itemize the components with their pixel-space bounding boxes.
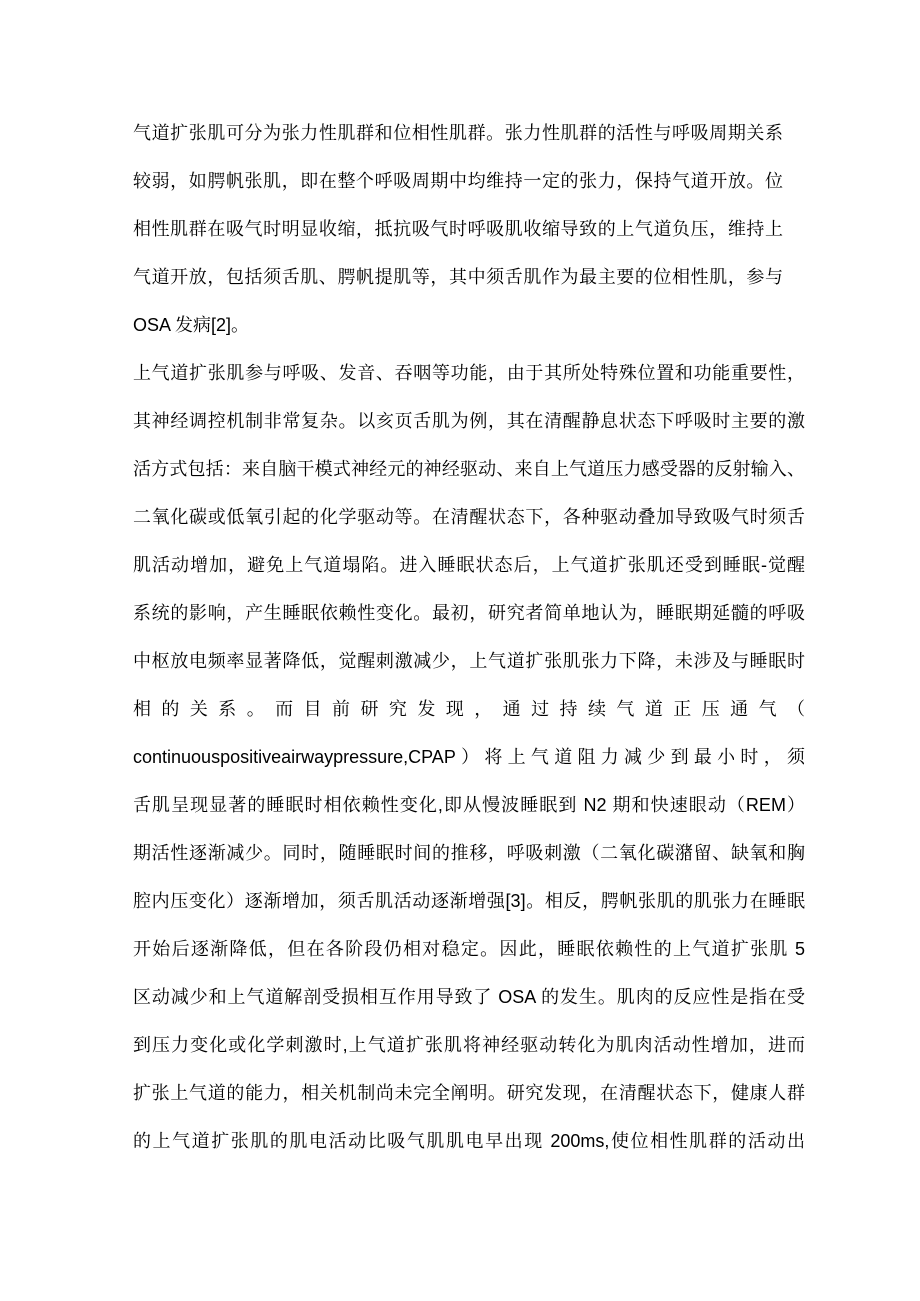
text-line: 肌活动增加，避免上气道塌陷。进入睡眠状态后，上气道扩张肌还受到睡眠-觉醒 — [133, 555, 805, 575]
text-line: 相的关系。而目前研究发现，通过持续气道正压通气（ — [133, 699, 805, 719]
text-line: 活方式包括：来自脑干模式神经元的神经驱动、来自上气道压力感受器的反射输入、 — [133, 459, 805, 479]
text-line: 中枢放电频率显著降低，觉醒刺激减少，上气道扩张肌张力下降，未涉及与睡眠时 — [133, 651, 805, 671]
text-line: 区动减少和上气道解剖受损相互作用导致了 OSA 的发生。肌肉的反应性是指在受 — [133, 987, 805, 1007]
text-line: 的上气道扩张肌的肌电活动比吸气肌肌电早出现 200ms,使位相性肌群的活动出 — [133, 1131, 805, 1151]
text-line: 开始后逐渐降低，但在各阶段仍相对稳定。因此，睡眠依赖性的上气道扩张肌 5 — [133, 939, 805, 959]
text-line: OSA 发病[2]。 — [133, 315, 250, 335]
text-line: 系统的影响，产生睡眠依赖性变化。最初，研究者简单地认为，睡眠期延髓的呼吸 — [133, 603, 805, 623]
document-page — [133, 109, 805, 1165]
text-line: continuouspositiveairwaypressure,CPAP）将上气道阻力减少到最小时，须 — [133, 747, 805, 767]
paragraph-muscle-types — [133, 109, 805, 349]
text-line: 相性肌群在吸气时明显收缩，抵抗吸气时呼吸肌收缩导致的上气道负压，维持上 — [133, 219, 783, 239]
text-line: 扩张上气道的能力，相关机制尚未完全阐明。研究发现，在清醒状态下，健康人群 — [133, 1083, 805, 1103]
text-line: 上气道扩张肌参与呼吸、发音、吞咽等功能，由于其所处特殊位置和功能重要性， — [133, 363, 805, 383]
text-line: 舌肌呈现显著的睡眠时相依赖性变化,即从慢波睡眠到 N2 期和快速眼动（REM） — [133, 795, 805, 815]
text-line: 腔内压变化）逐渐增加，须舌肌活动逐渐增强[3]。相反，腭帆张肌的肌张力在睡眠 — [133, 891, 805, 911]
text-line: 其神经调控机制非常复杂。以亥页舌肌为例，其在清醒静息状态下呼吸时主要的激 — [133, 411, 805, 431]
text-line: 气道开放，包括须舌肌、腭帆提肌等，其中须舌肌作为最主要的位相性肌，参与 — [133, 267, 783, 287]
text-line: 期活性逐渐减少。同时，随睡眠时间的推移，呼吸刺激（二氧化碳潴留、缺氧和胸 — [133, 843, 805, 863]
text-line: 到压力变化或化学刺激时,上气道扩张肌将神经驱动转化为肌肉活动性增加，进而 — [133, 1035, 805, 1055]
text-line: 较弱，如腭帆张肌，即在整个呼吸周期中均维持一定的张力，保持气道开放。位 — [133, 171, 783, 191]
text-line: 气道扩张肌可分为张力性肌群和位相性肌群。张力性肌群的活性与呼吸周期关系 — [133, 123, 783, 143]
paragraph-neural-control — [133, 349, 805, 1165]
text-line: 二氧化碳或低氧引起的化学驱动等。在清醒状态下，各种驱动叠加导致吸气时须舌 — [133, 507, 805, 527]
